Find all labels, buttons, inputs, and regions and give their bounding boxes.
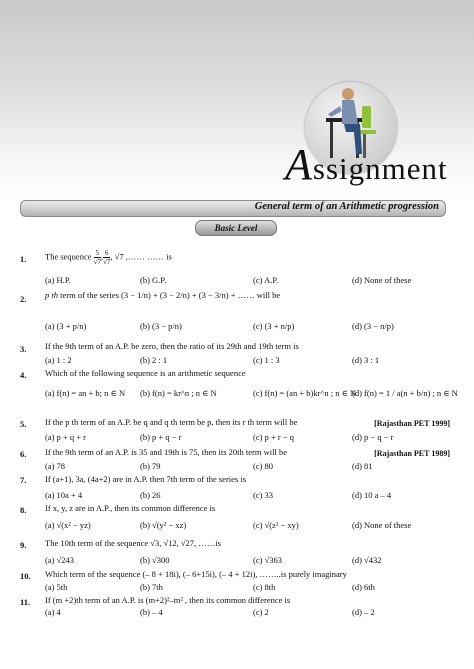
question-text: If the 9th term of an A.P. is 35 and 19th is 75, then its 20th term will be [45, 447, 287, 457]
question-number: 5. [20, 419, 27, 429]
question-text: The 10th term of the sequence √3, √12, √27, ……is [45, 538, 221, 548]
question-text: If (a+1), 3a, (4a+2) are in A.P. then 7th term of the series is [45, 474, 247, 484]
question-number: 2. [20, 294, 27, 304]
exam-tag: [Rajasthan PET 1989] [374, 449, 450, 458]
option-c[interactable]: (c) 1 : 3 [253, 355, 280, 365]
option-b[interactable]: (b) p + q − r [140, 432, 182, 442]
option-b[interactable]: (b) √300 [140, 555, 170, 565]
option-a[interactable]: (a) 1 : 2 [45, 355, 72, 365]
question-number: 9. [20, 540, 27, 550]
option-a[interactable]: (a) √243 [45, 555, 74, 565]
option-b[interactable]: (b) 7th [140, 582, 163, 592]
option-a[interactable]: (a) 4 [45, 607, 61, 617]
question-number: 7. [20, 475, 27, 485]
question-text: p th term of the series (3 − 1/n) + (3 − 2/n) + (3 − 3/n) + …… will be [45, 290, 281, 300]
option-d[interactable]: (d) None of these [352, 520, 412, 530]
question-number: 6. [20, 449, 27, 459]
option-d[interactable]: (d) None of these [352, 275, 412, 285]
page-title: Assignment [285, 140, 448, 189]
option-c[interactable]: (c) √(z² − xy) [253, 520, 299, 530]
option-d[interactable]: (d) 3 : 1 [352, 355, 380, 365]
option-a[interactable]: (a) 5th [45, 582, 68, 592]
option-d[interactable]: (d) – 2 [352, 607, 375, 617]
option-b[interactable]: (b) √(y² − xz) [140, 520, 187, 530]
option-a[interactable]: (a) 78 [45, 461, 66, 471]
option-a[interactable]: (a) (3 + p/n) [45, 321, 87, 331]
option-c[interactable]: (c) (3 + n/p) [253, 321, 295, 331]
level-badge: Basic Level [195, 220, 277, 236]
option-c[interactable]: (c) 8th [253, 582, 276, 592]
option-b[interactable]: (b) (3 − p/n) [140, 321, 182, 331]
option-a[interactable]: (a) 10a + 4 [45, 490, 83, 500]
question-number: 4. [20, 370, 27, 380]
option-c[interactable]: (c) f(n) = (an + b)kr^n ; n ∈ N [253, 388, 357, 398]
option-d[interactable]: (d) f(n) = 1 / a(n + b/n) ; n ∈ N [352, 388, 458, 398]
question-text: Which term of the sequence (– 8 + 18i), (– 6+15i), (– 4 + 12i), ……..is purely imaginary [45, 569, 347, 579]
option-d[interactable]: (d) 10 a – 4 [352, 490, 392, 500]
option-b[interactable]: (b) 79 [140, 461, 161, 471]
option-d[interactable]: (d) 6th [352, 582, 375, 592]
option-d[interactable]: (d) 81 [352, 461, 373, 471]
option-b[interactable]: (b) 2 : 1 [140, 355, 168, 365]
question-text: The sequence $\frac{5}{√7}$ , $\frac{6}{√7}$ , √7 ,…… …… is [45, 249, 172, 266]
option-d[interactable]: (d) p − q − r [352, 432, 394, 442]
option-b[interactable]: (b) f(n) = kr^n ; n ∈ N [140, 388, 217, 398]
option-b[interactable]: (b) – 4 [140, 607, 163, 617]
option-a[interactable]: (a) H.P. [45, 275, 71, 285]
question-number: 1. [20, 254, 27, 264]
question-number: 3. [20, 344, 27, 354]
option-b[interactable]: (b) G.P. [140, 275, 167, 285]
section-title: General term of an Arithmetic progression [254, 201, 439, 212]
option-a[interactable]: (a) √(x² − yz) [45, 520, 91, 530]
option-c[interactable]: (c) p + r − q [253, 432, 294, 442]
exam-tag: [Rajasthan PET 1999] [374, 419, 450, 428]
question-text: Which of the following sequence is an arithmetic sequence [45, 368, 246, 378]
option-c[interactable]: (c) 80 [253, 461, 274, 471]
question-number: 10. [20, 571, 31, 581]
option-c[interactable]: (c) A.P. [253, 275, 279, 285]
question-number: 11. [20, 597, 31, 607]
question-text: If the p th term of an A.P. be q and q th term be p, then its r th term will be [45, 417, 298, 427]
option-d[interactable]: (d) (3 − n/p) [352, 321, 394, 331]
option-d[interactable]: (d) √432 [352, 555, 382, 565]
option-c[interactable]: (c) √363 [253, 555, 282, 565]
question-number: 8. [20, 505, 27, 515]
section-bar [20, 200, 446, 217]
option-c[interactable]: (c) 2 [253, 607, 269, 617]
question-text: If (m +2)th term of an A.P. is (m+2)²–m² , then its common difference is [45, 595, 291, 605]
option-b[interactable]: (b) 26 [140, 490, 161, 500]
option-a[interactable]: (a) f(n) = an + b; n ∈ N [45, 388, 126, 398]
option-a[interactable]: (a) p + q + r [45, 432, 86, 442]
option-c[interactable]: (c) 33 [253, 490, 274, 500]
question-text: If x, y, z are in A.P., then its common difference is [45, 503, 216, 513]
question-text: If the 9th term of an A.P. be zero, then the ratio of its 29th and 19th term is [45, 341, 299, 351]
